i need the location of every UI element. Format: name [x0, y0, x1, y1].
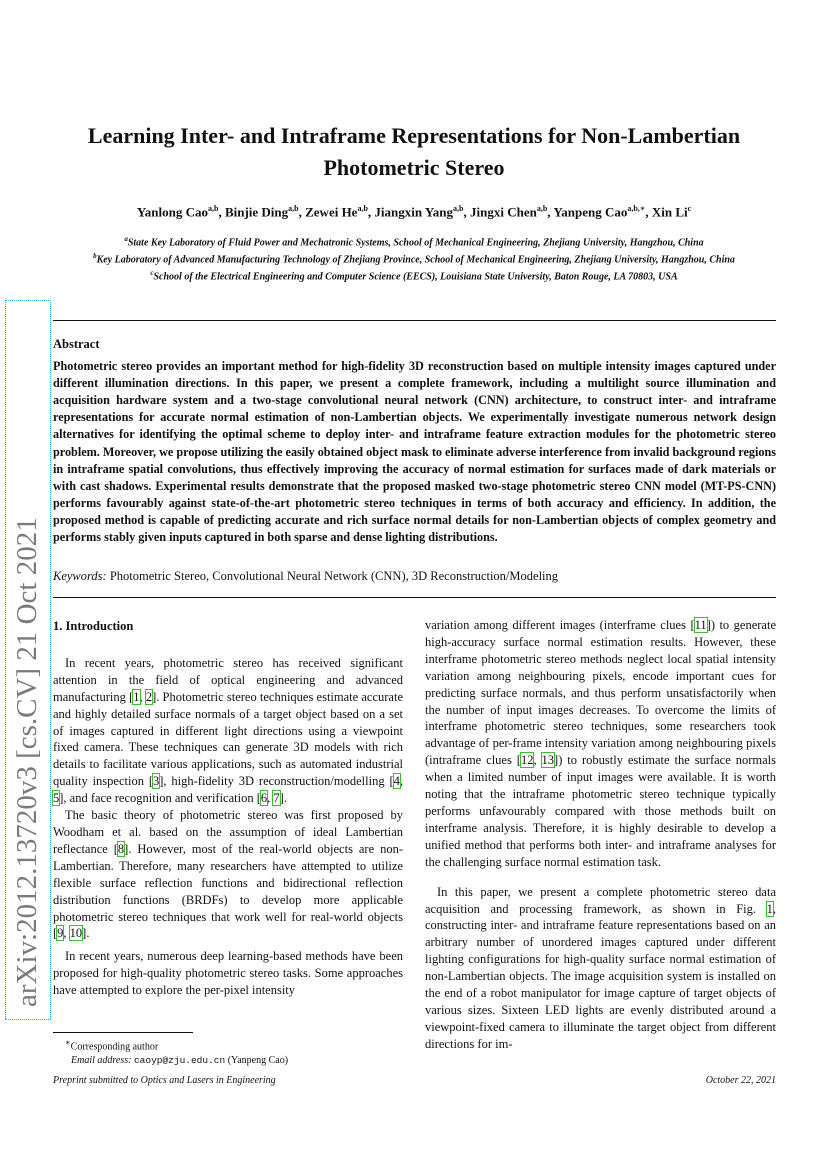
- footnote: [53, 1036, 288, 1068]
- citation-link[interactable]: 1: [766, 901, 773, 916]
- right-column: [425, 617, 776, 1053]
- citation-link[interactable]: 10: [69, 926, 83, 941]
- arxiv-identifier-stamp[interactable]: arXiv:2012.13720v3 [cs.CV] 21 Oct 2021: [5, 300, 51, 1020]
- author-name: Jiangxin Yang: [374, 204, 454, 220]
- citation-link[interactable]: 11: [694, 618, 707, 632]
- body-paragraph: In recent years, numerous deep learning-based methods have been proposed for high-quality photometric stereo tasks. Some approaches have attempted to explore the per-pixel intensity: [53, 949, 403, 998]
- section-heading: 1. Introduction: [53, 619, 134, 633]
- abstract-bottom-rule: [53, 597, 776, 598]
- citation-link[interactable]: 12: [520, 753, 534, 768]
- body-paragraph: The basic theory of photometric stereo was first proposed by Woodham et al. based on the assumption of ideal Lambertian reflectance [8]. However, most of the real-world objects are non-Lambertian. Therefore, many researchers have attempted to utilize flexible surface reflection functions and bidirectional reflection distribution functions (BRDFs) to develop more applicable photometric stereo techniques that work well for real-world objects [9, 10].: [53, 808, 403, 941]
- footnote-rule: [53, 1032, 193, 1033]
- abstract-heading: Abstract: [53, 337, 100, 351]
- affiliation-text: Key Laboratory of Advanced Manufacturing Technology of Zhejiang Province, School of Mechanical Engineering, Zhejiang University, Hangzhou, China: [96, 254, 735, 266]
- right-column-body: [425, 617, 776, 1053]
- abstract-text: Photometric stereo provides an important method for high-fidelity 3D reconstruction based on multiple intensity images captured under different illumination directions. In this paper, we present a complete framework, including a multilight source illumination and acquisition hardware system and a two-stage convolutional neural network (CNN) architecture, to construct inter- and intraframe representations for accurate normal estimation of non-Lambertian objects. We experimentally investigate numerous network design alternatives for identifying the optimal scheme to deploy inter- and intraframe feature extraction modules for the photometric stereo problem. Moreover, we propose utilizing the easily obtained object mask to eliminate adverse interference from invalid background regions in intraframe spatial convolutions, thus effectively improving the accuracy of normal estimation for surfaces made of dark materials or with cast shadows. Experimental results demonstrate that the proposed masked two-stage photometric stereo CNN model (MT-PS-CNN) performs favourably against state-of-the-art photometric stereo techniques in terms of both accuracy and efficiency. In addition, the proposed method is capable of predicting accurate and rich surface normal details for non-Lambertian objects of complex geometry and performs stably given inputs captured in both sparse and dense lighting distributions.: [53, 359, 776, 545]
- author-affiliation-mark[interactable]: a,b: [207, 204, 219, 213]
- footnote-email-label: Email address:: [71, 1055, 132, 1067]
- citation-link[interactable]: 5: [53, 791, 60, 806]
- footnote-author-line: Corresponding author: [70, 1041, 159, 1053]
- author-name: Jingxi Chen: [470, 204, 537, 220]
- keywords-label: Keywords:: [53, 569, 107, 583]
- footnote-email-owner: (Yanpeng Cao): [227, 1055, 289, 1067]
- affiliation-mark: b: [93, 251, 97, 260]
- affiliation-mark: a: [124, 235, 128, 243]
- citation-link[interactable]: 6: [260, 791, 268, 806]
- author-name: Yanlong Cao: [136, 204, 208, 220]
- affiliation-mark: c: [150, 268, 154, 277]
- author-affiliation-mark[interactable]: a,b: [536, 204, 548, 213]
- citation-link[interactable]: 13: [541, 753, 555, 768]
- footer-left-text: Preprint submitted to Optics and Lasers in Engineering: [53, 1075, 276, 1086]
- citation-link[interactable]: 3: [153, 774, 160, 789]
- author-affiliation-mark[interactable]: a,b: [357, 204, 368, 213]
- affiliation-line: [30, 233, 798, 250]
- left-column-body: [53, 655, 403, 999]
- author-name: Zewei He: [305, 204, 358, 220]
- abstract-block: [53, 336, 776, 546]
- keywords-text: Photometric Stereo, Convolutional Neural Network (CNN), 3D Reconstruction/Modeling: [109, 569, 559, 583]
- author-affiliation-mark[interactable]: a,b: [288, 204, 299, 213]
- author-affiliation-mark[interactable]: c: [687, 204, 692, 213]
- affiliation-list: [30, 233, 798, 283]
- author-name: Binjie Ding: [224, 204, 289, 220]
- body-paragraph: In recent years, photometric stereo has received significant attention in the field of optical engineering and advanced manufacturing [1, 2]. Photometric stereo techniques estimate accurate and highly detailed surface normals of a target object based on a set of images captured in different light directions using a viewpoint fixed camera. These techniques can generate 3D models with rich details to facilitate various applications, such as automated industrial quality inspection [3], high-fidelity 3D reconstruction/modelling [4, 5], and face recognition and verification [6, 7].: [53, 655, 404, 806]
- affiliation-text: School of the Electrical Engineering and Computer Science (EECS), Louisiana State University, Baton Rouge, LA 70803, USA: [153, 270, 678, 282]
- paper-title: [40, 120, 788, 184]
- author-affiliation-mark[interactable]: a,b: [453, 204, 464, 213]
- affiliation-text: State Key Laboratory of Fluid Power and Mechatronic Systems, School of Mechanical Engineering, Zhejiang University, Hangzhou, China: [127, 237, 704, 249]
- footnote-mark: ∗: [65, 1038, 71, 1047]
- citation-link[interactable]: 7: [273, 791, 280, 806]
- title-line-2: Photometric Stereo: [323, 155, 505, 180]
- author-list: Yanlong Cao$^{a,b}$, Binjie Ding$^{a,b}$, Zewei He$^{a,b}$, Jiangxin Yang$^{a,b}$, Jingxi Chen$^{a,b}$, Yanpeng Cao$^{a,b,∗}$, Xin Li$^c$: [136, 204, 692, 220]
- citation-link[interactable]: 8: [117, 841, 125, 856]
- affiliation-line: [30, 267, 798, 284]
- author-name: Yanpeng Cao: [553, 204, 628, 220]
- body-paragraph: In this paper, we present a complete photometric stereo data acquisition and processing framework, as shown in Fig. 1, constructing inter- and intraframe feature representations based on an arbitrary number of unordered images captured under different lighting configurations for high-quality surface normal estimation of non-Lambertian objects. The image acquisition system is installed on the end of a robot manipulator for image capture of target objects of various sizes. Sixteen LED lights are evenly distributed around a viewpoint-fixed camera to illuminate the target object from different directions for im-: [425, 884, 776, 1051]
- citation-link[interactable]: 1: [133, 689, 140, 704]
- title-line-1: Learning Inter- and Intraframe Representations for Non-Lambertian: [87, 123, 741, 148]
- citation-link[interactable]: 2: [145, 689, 153, 704]
- affiliation-line: [30, 250, 798, 267]
- abstract-top-rule: [53, 320, 776, 321]
- keywords-line: [53, 569, 558, 584]
- author-name: Xin Li: [651, 204, 688, 220]
- left-column: [53, 618, 403, 999]
- citation-link[interactable]: 4: [393, 774, 400, 789]
- citation-link[interactable]: 9: [57, 926, 64, 941]
- footer-right-date: October 22, 2021: [705, 1075, 776, 1086]
- body-paragraph: variation among different images (interframe clues [11]) to generate high-accuracy surface normal estimation results. However, these interframe photometric stereo methods neglect local spatial intensity variation among neighbouring pixels, encode important cues for predicting surface normals, and thus perform unsatisfactorily when the number of input images decreases. To overcome the limits of interframe photometric stereo techniques, some researchers took advantage of per-frame intensity variation among neighbouring pixels (intraframe clues [12, 13]) to robustly estimate the surface normals when a limited number of input images were available. It is worth noting that the intraframe photometric stereo technique typically performs unfavourably compared with those methods built on interframe analysis. Therefore, it is highly desirable to develop a unified method that performs both inter- and intraframe analyses for the challenging surface normal estimation task.: [425, 618, 776, 869]
- footnote-email-link[interactable]: caoyp@zju.edu.cn: [133, 1055, 226, 1067]
- author-affiliation-mark[interactable]: a,b,∗: [627, 204, 646, 213]
